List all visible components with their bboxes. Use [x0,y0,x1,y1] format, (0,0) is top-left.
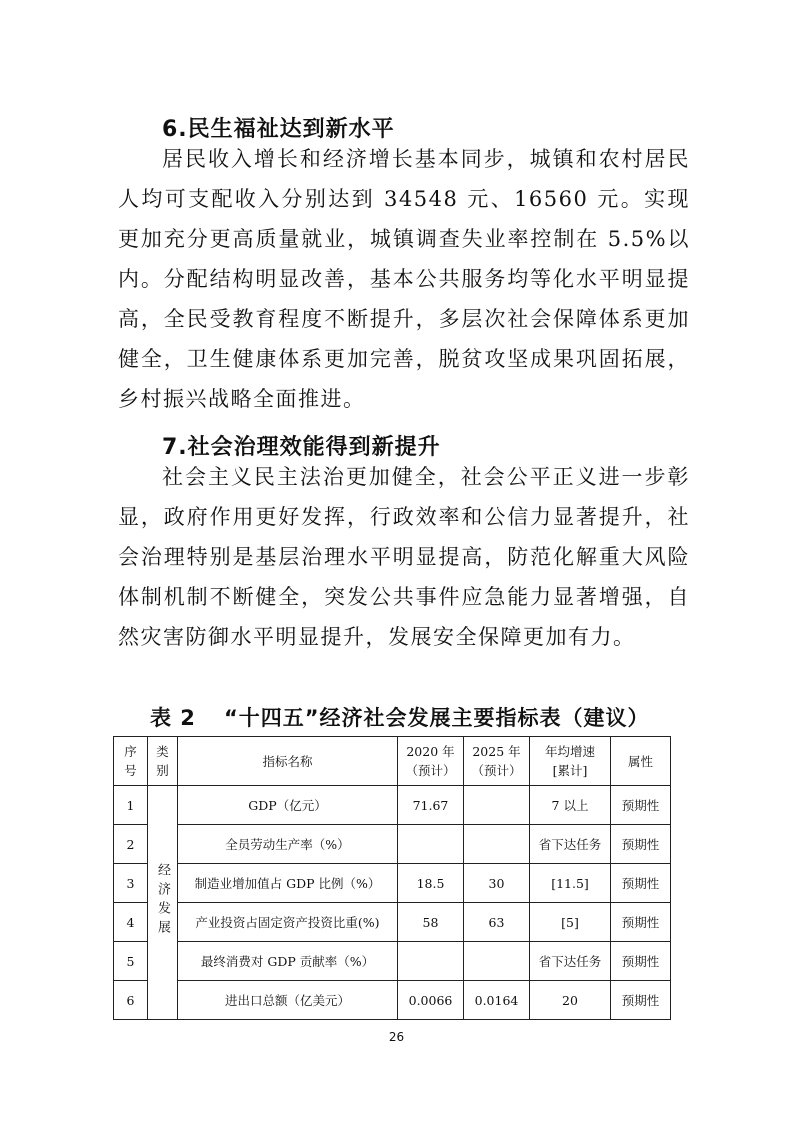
indicators-table [113,736,671,1020]
cell-indicator-name: 制造业增加值占 GDP 比例（%） [178,864,398,903]
table-title-text: “十四五”经济社会发展主要指标表（建议） [223,706,650,730]
cell-seq: 5 [114,942,148,981]
cell-growth: 省下达任务 [530,825,611,864]
cell-growth: [11.5] [530,864,611,903]
cell-seq: 6 [114,981,148,1020]
cell-seq: 4 [114,903,148,942]
table-row [114,825,671,864]
header-2020: 2020 年 （预计） [398,737,464,786]
cell-2020: 0.0066 [398,981,464,1020]
cell-indicator-name: 全员劳动生产率（%） [178,825,398,864]
cell-attribute: 预期性 [611,903,671,942]
cell-growth: 20 [530,981,611,1020]
section-6-heading: 6.民生福祉达到新水平 [162,117,395,142]
header-growth: 年均增速 [累计] [530,737,611,786]
cell-2025 [464,825,530,864]
cell-attribute: 预期性 [611,942,671,981]
cell-2020 [398,942,464,981]
cell-indicator-name: 最终消费对 GDP 贡献率（%） [178,942,398,981]
table-row [114,903,671,942]
cell-growth: 7 以上 [530,786,611,825]
cell-2025: 63 [464,903,530,942]
cell-2025 [464,786,530,825]
section-7-paragraph: 社会主义民主法治更加健全，社会公平正义进一步彰显，政府作用更好发挥，行政效率和公信力显著提升，社会治理特别是基层治理水平明显提高，防范化解重大风险体制机制不断健全，突发公共事件应急能力显著增强，自然灾害防御水平明显提升，发展安全保障更加有力。 [118,465,690,649]
cell-indicator-name: 进出口总额（亿美元） [178,981,398,1020]
table-row [114,981,671,1020]
table-row [114,864,671,903]
page-number: 26 [388,1030,405,1044]
section-6-paragraph: 居民收入增长和经济增长基本同步，城镇和农村居民人均可支配收入分别达到 34548 元、16560 元。实现更加充分更高质量就业，城镇调查失业率控制在 5.5%以内。分配结构明显改善，基本公共服务均等化水平明显提高，全民受教育程度不断提升，多层次社会保障体系更加健全，卫生健康体系更加完善，脱贫攻坚成果巩固拓展，乡村振兴战略全面推进。 [118,147,690,411]
header-indicator-name: 指标名称 [178,737,398,786]
table-title [150,702,650,732]
cell-attribute: 预期性 [611,825,671,864]
cell-attribute: 预期性 [611,786,671,825]
cell-indicator-name: 产业投资占固定资产投资比重(%) [178,903,398,942]
cell-seq: 3 [114,864,148,903]
cell-2025 [464,942,530,981]
header-attribute: 属性 [611,737,671,786]
table-title-number: 表 2 [150,706,196,730]
cell-attribute: 预期性 [611,981,671,1020]
cell-2020: 18.5 [398,864,464,903]
section-7-heading: 7.社会治理效能得到新提升 [162,435,441,460]
cell-growth: 省下达任务 [530,942,611,981]
cell-growth: [5] [530,903,611,942]
table-row [114,786,671,825]
header-2025: 2025 年 （预计） [464,737,530,786]
header-seq: 序 号 [114,737,148,786]
cell-seq: 1 [114,786,148,825]
cell-indicator-name: GDP（亿元） [178,786,398,825]
cell-2020: 71.67 [398,786,464,825]
cell-attribute: 预期性 [611,864,671,903]
cell-2025: 30 [464,864,530,903]
cell-seq: 2 [114,825,148,864]
cell-category [148,786,178,1020]
table-header-row [114,737,671,786]
header-category: 类 别 [148,737,178,786]
table-row [114,942,671,981]
cell-2020: 58 [398,903,464,942]
category-label: 经济发展 [155,863,170,939]
cell-2020 [398,825,464,864]
cell-2025: 0.0164 [464,981,530,1020]
